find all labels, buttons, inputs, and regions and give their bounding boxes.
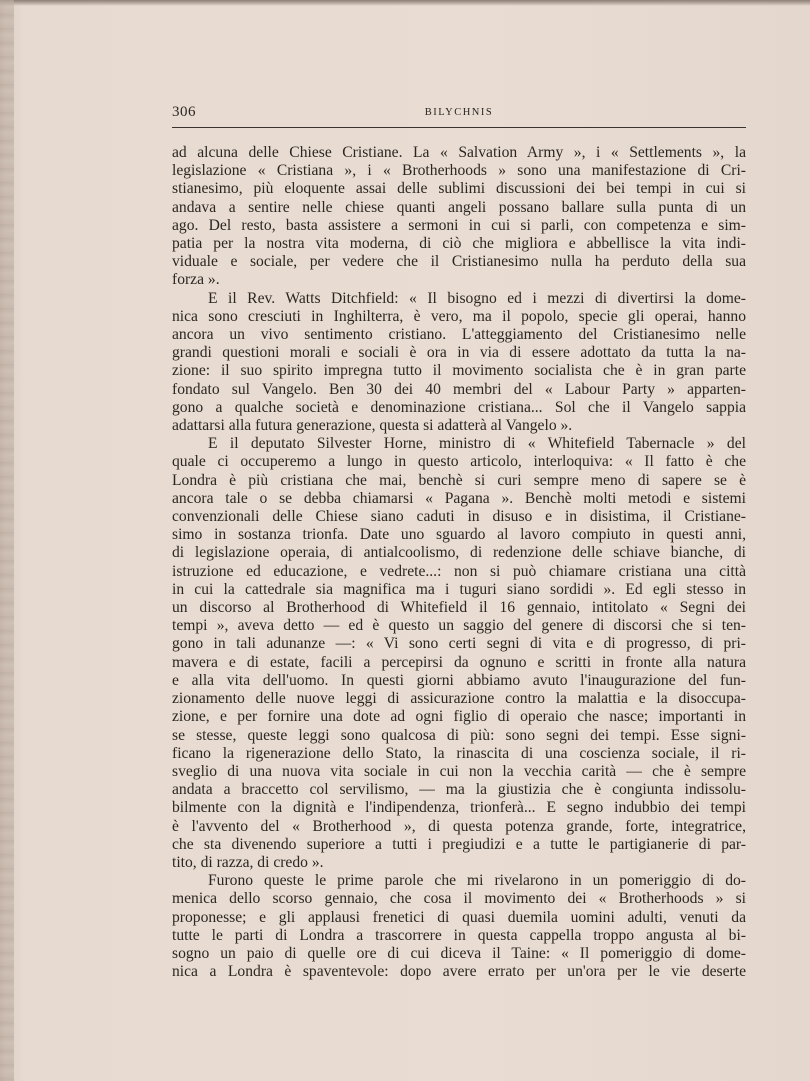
page-top-edge bbox=[0, 0, 810, 6]
text-line: nica a Londra è spaventevole: dopo avere errato per un'ora per le vie deserte bbox=[172, 963, 746, 981]
text-line: zionamento delle nuove leggi di assicurazione contro la malattia e la disoccupa- bbox=[172, 690, 746, 708]
text-line: adattarsi alla futura generazione, questa si adatterà al Vangelo ». bbox=[172, 417, 573, 435]
text-line: simo in sostanza trionfa. Date uno sguardo al lavoro compiuto in questi anni, bbox=[172, 526, 746, 544]
text-line: legislazione « Cristiana », i « Brotherhoods » sono una manifestazione di Cri- bbox=[172, 162, 746, 180]
text-line: in cui la cattedrale sia magnifica ma i tuguri siano sordidi ». Ed egli stesso in bbox=[172, 580, 746, 598]
text-line: ancora un vivo sentimento cristiano. L'atteggiamento del Cristianesimo nelle bbox=[172, 326, 746, 344]
paragraph bbox=[172, 290, 746, 436]
text-line: gono a qualche società e denominazione cristiana... Sol che il Vangelo sappia bbox=[172, 398, 746, 416]
text-line: e alla vita dell'uomo. In questi giorni abbiamo avuto l'inaugurazione del fun- bbox=[172, 671, 746, 689]
text-line: patia per la nostra vita moderna, di ciò che migliora e abbellisce la vita indi- bbox=[172, 235, 746, 253]
text-line: Furono queste le prime parole che mi rivelarono in un pomeriggio di do- bbox=[208, 872, 746, 890]
text-line: andata a braccetto col servilismo, — ma la giustizia che è congiunta indissolu- bbox=[172, 781, 746, 799]
text-line: sveglio di una nuova vita sociale in cui non la vecchia carità — che è sempre bbox=[172, 762, 746, 780]
text-line: ago. Del resto, basta assistere a sermoni in cui si parli, con competenza e sim- bbox=[172, 216, 746, 234]
text-line: di legislazione operaia, di antialcoolismo, di redenzione delle schiave bianche, di bbox=[172, 544, 746, 562]
text-line: bilmente con la dignità e l'indipendenza, trionferà... E segno indubbio dei tempi bbox=[172, 799, 746, 817]
running-head: BILYCHNIS bbox=[424, 107, 494, 118]
text-line: che sta divenendo superiore a tutti i pregiudizi e a tutte le partigianerie di par- bbox=[172, 835, 746, 853]
text-line: stianesimo, più eloquente assai delle sublimi discussioni dei bei tempi in cui si bbox=[172, 180, 746, 198]
text-line: viduale e sociale, per vedere che il Cristianesimo nulla ha perduto della sua bbox=[172, 253, 746, 271]
text-line: convenzionali delle Chiese siano caduti in disuso e in disistima, il Cristiane- bbox=[172, 508, 746, 526]
text-line: proponesse; e gli applausi frenetici di quasi duemila uomini adulti, venuti da bbox=[172, 908, 746, 926]
text-line: mavera e di estate, facili a percepirsi da ognuno e scritti in fronte alla natura bbox=[172, 653, 746, 671]
article-body bbox=[172, 144, 746, 981]
page-header bbox=[172, 104, 746, 126]
text-line: nica sono cresciuti in Inghilterra, è vero, ma il popolo, specie gli operai, hanno bbox=[172, 307, 746, 325]
header-rule bbox=[172, 127, 746, 128]
text-line: ancora tale o se debba chiamarsi « Pagana ». Benchè molti metodi e sistemi bbox=[172, 489, 746, 507]
text-line: tito, di razza, di credo ». bbox=[172, 853, 324, 871]
paragraph bbox=[172, 144, 746, 290]
text-line: E il Rev. Watts Ditchfield: « Il bisogno ed i mezzi di divertirsi la dome- bbox=[208, 289, 746, 307]
page-number: 306 bbox=[172, 104, 196, 120]
text-line: tutte le parti di Londra a trascorrere in questa cappella troppo angusta al bi- bbox=[172, 926, 746, 944]
text-line: gono in tali adunanze —: « Vi sono certi segni di vita e di progresso, di pri- bbox=[172, 635, 746, 653]
text-line: è l'avvento del « Brotherhood », di questa potenza grande, forte, integratrice, bbox=[172, 817, 746, 835]
paragraph bbox=[172, 872, 746, 981]
text-line: un discorso al Brotherhood di Whitefield il 16 gennaio, intitolato « Segni dei bbox=[172, 599, 746, 617]
text-line: fondato sul Vangelo. Ben 30 dei 40 membri del « Labour Party » apparten- bbox=[172, 380, 746, 398]
text-line: forza ». bbox=[172, 271, 220, 289]
text-line: zione: il suo spirito impregna tutto il movimento socialista che è in gran parte bbox=[172, 362, 746, 380]
text-line: istruzione ed educazione, e vedrete...: non si può chiamare cristiana una città bbox=[172, 562, 746, 580]
text-line: zione, e per fornire una dote ad ogni figlio di operaio che nasce; importanti in bbox=[172, 708, 746, 726]
text-line: E il deputato Silvester Horne, ministro di « Whitefield Tabernacle » del bbox=[208, 435, 746, 453]
binding-edge bbox=[0, 0, 14, 1081]
text-line: menica dello scorso gennaio, che cosa il movimento dei « Brotherhoods » si bbox=[172, 890, 746, 908]
text-line: se stesse, queste leggi sono qualcosa di più: sono segni dei tempi. Esse signi- bbox=[172, 726, 746, 744]
text-line: andava a sentire nelle chiese quanti angeli possano ballare sulla punta di un bbox=[172, 198, 746, 216]
text-line: grandi questioni morali e sociali è ora in via di essere adottato da tutta la na- bbox=[172, 344, 746, 362]
text-line: quale ci occuperemo a lungo in questo articolo, interloquiva: « Il fatto è che bbox=[172, 453, 746, 471]
paragraph bbox=[172, 435, 746, 872]
text-line: sogno un paio di quelle ore di cui diceva il Taine: « Il pomeriggio di dome- bbox=[172, 944, 746, 962]
text-line: ad alcuna delle Chiese Cristiane. La « Salvation Army », i « Settlements », la bbox=[172, 144, 746, 161]
text-line: tempi », aveva detto — ed è questo un saggio del genere di discorsi che si ten- bbox=[172, 617, 746, 635]
text-line: Londra è più cristiana che mai, benchè si curi sempre meno di sapere se è bbox=[172, 471, 746, 489]
text-line: ficano la rigenerazione dello Stato, la rinascita di una coscienza sociale, il ri- bbox=[172, 744, 746, 762]
